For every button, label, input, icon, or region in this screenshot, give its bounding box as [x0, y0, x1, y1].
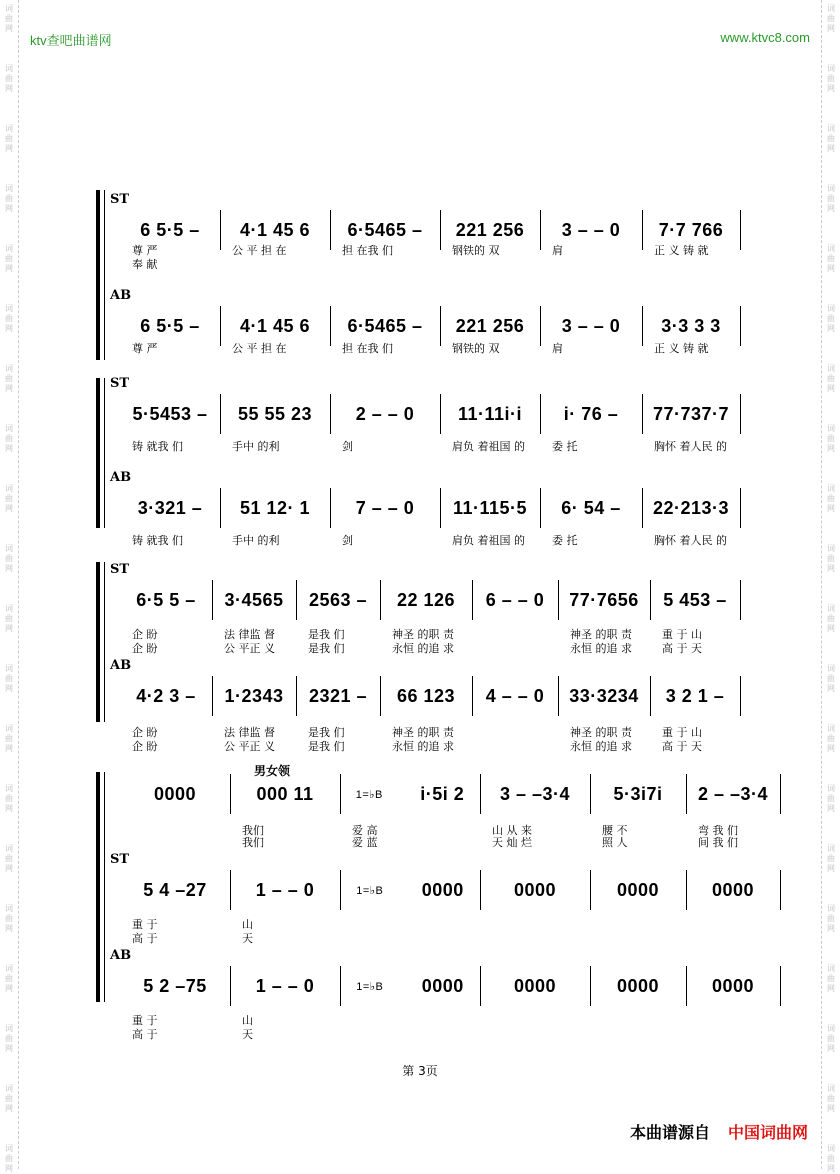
watermark-glyphs: 词 曲 网 — [5, 604, 13, 633]
notes-text: 4·1 45 6 — [239, 219, 311, 240]
measure-notes — [120, 586, 212, 614]
lyric-text: 剑 — [342, 440, 353, 453]
lyric-text: 企 盼 — [132, 628, 158, 641]
notes-text: 22 126 — [396, 589, 456, 610]
notes-text: 4·1 45 6 — [239, 315, 311, 336]
watermark-glyphs: 词 曲 网 — [5, 1144, 13, 1173]
measure-notes — [220, 312, 330, 340]
part-label: ST — [110, 852, 130, 867]
measure-notes — [642, 312, 740, 340]
key-signature: 1=♭B — [355, 788, 383, 801]
lyric-text: 法 律监 督 — [224, 628, 275, 641]
watermark-glyphs: 词 曲 网 — [5, 364, 13, 393]
notes-text: 0000 — [513, 879, 557, 900]
lyric-text: 山 — [242, 918, 253, 931]
barline — [740, 210, 741, 250]
measure-notes — [686, 876, 780, 904]
measure-notes — [230, 876, 340, 904]
lyric-text: 奉 献 — [132, 258, 158, 271]
measure-notes — [540, 400, 642, 428]
watermark-glyphs: 词 曲 网 — [827, 64, 835, 93]
lyric-text: 弯 我 们 — [698, 824, 738, 837]
watermark-glyphs: 词 曲 网 — [5, 304, 13, 333]
barline — [740, 676, 741, 716]
measure-notes — [212, 586, 296, 614]
notes-text: 51 12· 1 — [239, 497, 311, 518]
measure-notes — [120, 780, 230, 808]
lyric-text: 肩 — [552, 342, 563, 355]
notes-text: 1 – – 0 — [255, 879, 315, 900]
lyric-text: 是我 们 — [308, 628, 345, 641]
lyric-text: 高 于 — [132, 1028, 158, 1041]
measure-notes — [642, 400, 740, 428]
watermark-glyphs: 词 曲 网 — [827, 484, 835, 513]
watermark-glyphs: 词 曲 网 — [5, 724, 13, 753]
lyric-text: 担 在我 们 — [342, 342, 393, 355]
lyric-text: 我们 — [242, 824, 264, 837]
watermark-glyphs: 词 曲 网 — [5, 844, 13, 873]
watermark-glyphs: 词 曲 网 — [5, 664, 13, 693]
notes-text: 22·213·3 — [652, 497, 730, 518]
notes-text: 0000 — [616, 879, 660, 900]
measure-notes — [120, 494, 220, 522]
notes-text: 5 2 –75 — [143, 975, 207, 996]
lyric-text: 高 于 — [132, 932, 158, 945]
notes-text: 4 – – 0 — [485, 685, 545, 706]
measure-notes — [558, 586, 650, 614]
lyric-text: 铸 就我 们 — [132, 534, 183, 547]
barline — [740, 580, 741, 620]
notes-text: 6· 54 – — [561, 497, 621, 518]
header-site-name[interactable]: ktv查吧曲谱网 — [30, 33, 112, 48]
lyric-text: 照 人 — [602, 836, 628, 849]
lyric-text: 爱 蓝 — [352, 836, 378, 849]
key-signature: 1=♭B — [356, 884, 384, 897]
watermark-glyphs: 词 曲 网 — [827, 424, 835, 453]
notes-text: 1·2343 — [224, 685, 284, 706]
measure-notes — [330, 400, 440, 428]
watermark-glyphs: 词 曲 网 — [827, 664, 835, 693]
notes-text: 77·7656 — [569, 589, 639, 610]
measure-notes — [540, 216, 642, 244]
measure-notes — [380, 682, 472, 710]
part-label: AB — [110, 948, 132, 963]
measure-notes — [440, 216, 540, 244]
lyric-text: 永恒 的追 求 — [392, 642, 454, 655]
watermark-glyphs: 词 曲 网 — [827, 784, 835, 813]
measure-notes — [220, 216, 330, 244]
lyric-text: 剑 — [342, 534, 353, 547]
solo-label: 男女领 — [254, 764, 291, 778]
measure-notes — [340, 780, 480, 808]
notes-text: 3·4565 — [224, 589, 284, 610]
notes-text: 3 2 1 – — [665, 685, 725, 706]
barline — [740, 394, 741, 434]
watermark-glyphs: 词 曲 网 — [827, 1144, 835, 1173]
lyric-text: 永恒 的追 求 — [570, 642, 632, 655]
measure-notes — [120, 972, 230, 1000]
lyric-text: 手中 的利 — [232, 534, 280, 547]
watermark-glyphs: 词 曲 网 — [827, 904, 835, 933]
watermark-glyphs: 词 曲 网 — [5, 784, 13, 813]
lyric-text: 企 盼 — [132, 740, 158, 753]
left-watermark-strip — [0, 0, 19, 1173]
system-bracket — [96, 378, 106, 528]
notes-text: 3·321 – — [137, 497, 203, 518]
notes-text: 0000 — [513, 975, 557, 996]
lyric-text: 企 盼 — [132, 642, 158, 655]
measure-notes — [686, 972, 780, 1000]
key-signature: 1=♭B — [356, 980, 384, 993]
score-system — [96, 764, 769, 1041]
page-number: 第 3页 — [402, 1064, 438, 1078]
score-system — [96, 562, 756, 753]
measure-notes — [120, 312, 220, 340]
lyric-text: 公 平正 义 — [224, 642, 275, 655]
watermark-glyphs: 词 曲 网 — [827, 1024, 835, 1053]
lyric-text: 企 盼 — [132, 726, 158, 739]
watermark-glyphs: 词 曲 网 — [827, 604, 835, 633]
lyric-text: 天 — [242, 932, 253, 945]
part-label: ST — [110, 376, 130, 391]
lyric-text: 肩 — [552, 244, 563, 257]
barline — [780, 774, 781, 814]
watermark-glyphs: 词 曲 网 — [5, 484, 13, 513]
watermark-glyphs: 词 曲 网 — [5, 424, 13, 453]
watermark-glyphs: 词 曲 网 — [5, 904, 13, 933]
watermark-glyphs: 词 曲 网 — [5, 1084, 13, 1113]
barline — [740, 306, 741, 346]
lyric-text: 手中 的利 — [232, 440, 280, 453]
watermark-glyphs: 词 曲 网 — [827, 724, 835, 753]
lyric-text: 重 于 山 — [662, 726, 702, 739]
measure-notes — [440, 312, 540, 340]
lyric-text: 神圣 的职 责 — [392, 628, 454, 641]
notes-text: i· 76 – — [563, 403, 619, 424]
lyric-text: 是我 们 — [308, 642, 345, 655]
watermark-glyphs: 词 曲 网 — [827, 304, 835, 333]
measure-notes — [230, 780, 340, 808]
lyric-text: 委 托 — [552, 440, 578, 453]
lyric-text: 钢铁的 双 — [452, 244, 500, 257]
barline — [740, 488, 741, 528]
notes-text: i·5i 2 — [420, 783, 465, 804]
measure-notes — [212, 682, 296, 710]
measure-notes — [220, 400, 330, 428]
notes-text: 7 – – 0 — [355, 497, 415, 518]
right-watermark-strip — [821, 0, 840, 1173]
notes-text: 5 453 – — [663, 589, 727, 610]
notes-text: 11·115·5 — [452, 497, 528, 518]
lyric-text: 尊 严 — [132, 342, 158, 355]
lyric-text: 委 托 — [552, 534, 578, 547]
watermark-glyphs: 词 曲 网 — [5, 964, 13, 993]
watermark-glyphs: 词 曲 网 — [5, 544, 13, 573]
watermark-glyphs: 词 曲 网 — [827, 1084, 835, 1113]
notes-text: 4·2 3 – — [136, 685, 196, 706]
measure-notes — [120, 216, 220, 244]
part-label: ST — [110, 192, 130, 207]
lyric-text: 神圣 的职 责 — [570, 628, 632, 641]
system-bracket — [96, 190, 106, 360]
measure-notes — [642, 494, 740, 522]
watermark-glyphs: 词 曲 网 — [5, 64, 13, 93]
watermark-glyphs: 词 曲 网 — [5, 184, 13, 213]
notes-text: 5·5453 – — [132, 403, 208, 424]
measure-notes — [296, 586, 380, 614]
measure-notes — [440, 400, 540, 428]
header-site-url[interactable]: www.ktvc8.com — [720, 30, 810, 45]
lyric-text: 正 义 铸 就 — [654, 244, 709, 257]
measure-notes — [296, 682, 380, 710]
lyric-text: 间 我 们 — [698, 836, 738, 849]
lyric-text: 正 义 铸 就 — [654, 342, 709, 355]
measure-notes — [380, 586, 472, 614]
lyric-text: 肩负 着祖国 的 — [452, 534, 525, 547]
lyric-text: 永恒 的追 求 — [392, 740, 454, 753]
part-label: AB — [110, 658, 132, 673]
notes-text: 6·5 5 – — [136, 589, 196, 610]
part-label: AB — [110, 470, 132, 485]
watermark-glyphs: 词 曲 网 — [827, 364, 835, 393]
notes-text: 0000 — [421, 879, 464, 900]
notes-text: 3 – –3·4 — [499, 783, 571, 804]
measure-notes — [590, 780, 686, 808]
watermark-glyphs: 词 曲 网 — [827, 964, 835, 993]
score-system — [96, 376, 756, 547]
measure-notes — [686, 780, 780, 808]
measure-notes — [472, 586, 558, 614]
notes-text: 0000 — [153, 783, 197, 804]
notes-text: 5 4 –27 — [143, 879, 207, 900]
measure-notes — [558, 682, 650, 710]
part-label: AB — [110, 288, 132, 303]
notes-text: 0000 — [616, 975, 660, 996]
measure-notes — [440, 494, 540, 522]
lyric-text: 是我 们 — [308, 740, 345, 753]
notes-text: 0000 — [421, 975, 464, 996]
lyric-text: 天 灿 烂 — [492, 836, 532, 849]
measure-notes — [330, 216, 440, 244]
watermark-glyphs: 词 曲 网 — [5, 124, 13, 153]
measure-notes — [480, 876, 590, 904]
notes-text: 000 11 — [256, 783, 314, 804]
measure-notes — [590, 876, 686, 904]
lyric-text: 钢铁的 双 — [452, 342, 500, 355]
measure-notes — [340, 972, 480, 1000]
measure-notes — [220, 494, 330, 522]
measure-notes — [540, 494, 642, 522]
measure-notes — [540, 312, 642, 340]
lyric-text: 胸怀 着人民 的 — [654, 534, 727, 547]
measure-notes — [340, 876, 480, 904]
notes-text: 7·7 766 — [658, 219, 724, 240]
measure-notes — [120, 682, 212, 710]
notes-text: 1 – – 0 — [255, 975, 315, 996]
lyric-text: 重 于 — [132, 918, 158, 931]
watermark-glyphs: 词 曲 网 — [5, 244, 13, 273]
lyric-text: 腰 不 — [602, 824, 628, 837]
lyric-text: 爱 高 — [352, 824, 378, 837]
lyric-text: 山 — [242, 1014, 253, 1027]
notes-text: 0000 — [711, 879, 755, 900]
notes-text: 221 256 — [455, 219, 525, 240]
system-bracket — [96, 772, 106, 1002]
watermark-glyphs: 词 曲 网 — [827, 4, 835, 33]
notes-text: 6 5·5 – — [140, 219, 200, 240]
lyric-text: 永恒 的追 求 — [570, 740, 632, 753]
measure-notes — [330, 494, 440, 522]
watermark-glyphs: 词 曲 网 — [827, 544, 835, 573]
part-label: ST — [110, 562, 130, 577]
measure-notes — [480, 780, 590, 808]
lyric-text: 神圣 的职 责 — [570, 726, 632, 739]
lyric-text: 重 于 山 — [662, 628, 702, 641]
notes-text: 55 55 23 — [237, 403, 313, 424]
system-bracket — [96, 562, 106, 722]
notes-text: 33·3234 — [569, 685, 639, 706]
watermark-glyphs: 词 曲 网 — [827, 844, 835, 873]
measure-notes — [472, 682, 558, 710]
score-system — [96, 190, 756, 360]
watermark-glyphs: 词 曲 网 — [5, 1024, 13, 1053]
measure-notes — [650, 586, 740, 614]
lyric-text: 高 于 天 — [662, 740, 702, 753]
lyric-text: 法 律监 督 — [224, 726, 275, 739]
lyric-text: 铸 就我 们 — [132, 440, 183, 453]
lyric-text: 神圣 的职 责 — [392, 726, 454, 739]
lyric-text: 高 于 天 — [662, 642, 702, 655]
notes-text: 0000 — [711, 975, 755, 996]
watermark-glyphs: 词 曲 网 — [827, 244, 835, 273]
notes-text: 5·3i7i — [613, 783, 663, 804]
footer-source-label: 本曲谱源自 — [629, 1123, 710, 1142]
notes-text: 3 – – 0 — [561, 315, 621, 336]
lyric-text: 肩负 着祖国 的 — [452, 440, 525, 453]
notes-text: 6 5·5 – — [140, 315, 200, 336]
notes-text: 77·737·7 — [652, 403, 730, 424]
barline — [780, 870, 781, 910]
lyric-text: 天 — [242, 1028, 253, 1041]
measure-notes — [120, 400, 220, 428]
notes-text: 221 256 — [455, 315, 525, 336]
lyric-text: 尊 严 — [132, 244, 158, 257]
notes-text: 2 – – 0 — [355, 403, 415, 424]
measure-notes — [650, 682, 740, 710]
lyric-text: 担 在我 们 — [342, 244, 393, 257]
measure-notes — [230, 972, 340, 1000]
notes-text: 6 – – 0 — [485, 589, 545, 610]
footer-site-name[interactable]: 中国词曲网 — [727, 1123, 808, 1142]
measure-notes — [480, 972, 590, 1000]
lyric-text: 是我 们 — [308, 726, 345, 739]
lyric-text: 胸怀 着人民 的 — [654, 440, 727, 453]
lyric-text: 重 于 — [132, 1014, 158, 1027]
notes-text: 2 – –3·4 — [697, 783, 769, 804]
notes-text: 2563 – — [308, 589, 368, 610]
barline — [780, 966, 781, 1006]
measure-notes — [642, 216, 740, 244]
lyric-text: 公 平 担 在 — [232, 342, 287, 355]
measure-notes — [330, 312, 440, 340]
notes-text: 6·5465 – — [347, 315, 423, 336]
watermark-glyphs: 词 曲 网 — [827, 124, 835, 153]
footer-source — [630, 1120, 808, 1143]
notes-text: 66 123 — [396, 685, 456, 706]
notes-text: 6·5465 – — [347, 219, 423, 240]
lyric-text: 公 平正 义 — [224, 740, 275, 753]
lyric-text: 山 从 来 — [492, 824, 532, 837]
notes-text: 3·3 3 3 — [661, 315, 721, 336]
lyric-text: 我们 — [242, 836, 264, 849]
lyric-text: 公 平 担 在 — [232, 244, 287, 257]
notes-text: 3 – – 0 — [561, 219, 621, 240]
notes-text: 2321 – — [308, 685, 368, 706]
measure-notes — [120, 876, 230, 904]
watermark-glyphs: 词 曲 网 — [827, 184, 835, 213]
notes-text: 11·11i·i — [457, 403, 523, 424]
measure-notes — [590, 972, 686, 1000]
watermark-glyphs: 词 曲 网 — [5, 4, 13, 33]
